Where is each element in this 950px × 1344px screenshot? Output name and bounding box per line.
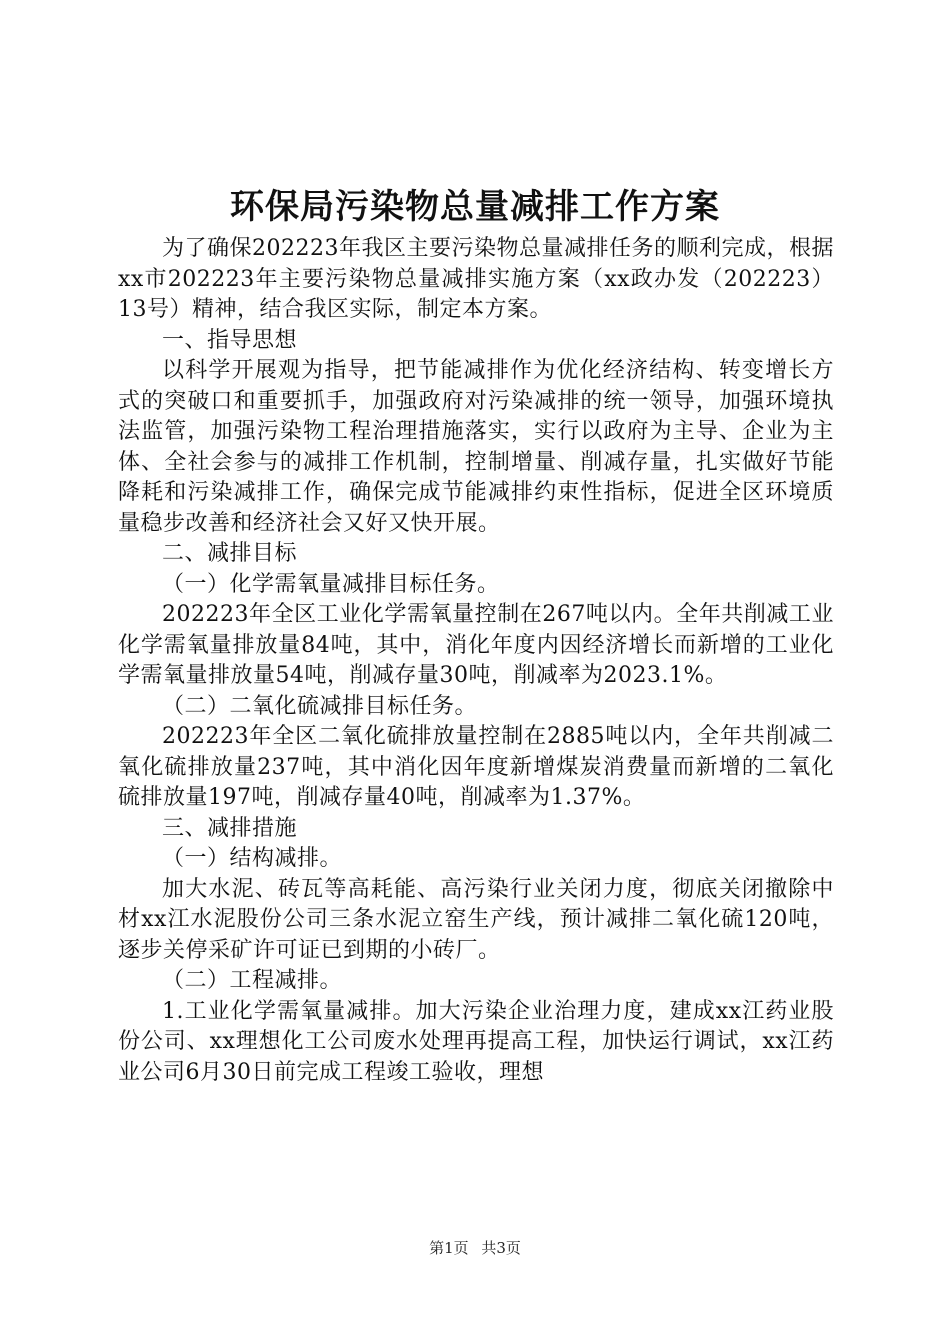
paragraph-engineering-reduction: 1.工业化学需氧量减排。加大污染企业治理力度，建成xx江药业股份公司、xx理想化工公司废水处理再提高工程，加快运行调试，xx江药业公司6月30日前完成工程竣工验收，理想 xyxy=(118,998,834,1085)
section-heading-reduction-targets: 二、减排目标 xyxy=(162,541,298,566)
section-heading-guiding-ideology: 一、指导思想 xyxy=(162,327,298,353)
subsection-heading-so2-target: （二）二氧化硫减排目标任务。 xyxy=(162,693,478,719)
document-body xyxy=(118,234,834,1088)
subsection-heading-engineering-reduction: （二）工程减排。 xyxy=(162,968,343,993)
paragraph-intro: 为了确保202223年我区主要污染物总量减排任务的顺利完成，根据xx市202223年主要污染物总量减排实施方案（xx政办发（202223）13号）精神，结合我区实际，制定本方案。 xyxy=(118,236,834,322)
paragraph-cod-target: 202223年全区工业化学需氧量控制在267吨以内。全年共削减工业化学需氧量排放量84吨，其中，消化年度内因经济增长而新增的工业化学需氧量排放量54吨，削减存量30吨，削减率为2023.1%。 xyxy=(118,602,834,688)
paragraph-structural-reduction: 加大水泥、砖瓦等高耗能、高污染行业关闭力度，彻底关闭撤除中材xx江水泥股份公司三条水泥立窑生产线，预计减排二氧化硫120吨，逐步关停采矿许可证已到期的小砖厂。 xyxy=(118,876,834,963)
subsection-heading-structural-reduction: （一）结构减排。 xyxy=(162,846,343,871)
paragraph-guiding-ideology: 以科学开展观为指导，把节能减排作为优化经济结构、转变增长方式的突破口和重要抓手，加强政府对污染减排的统一领导，加强环境执法监管，加强污染物工程治理措施落实，实行以政府为主导、企业为主体、全社会参与的减排工作机制，控制增量、削减存量，扎实做好节能降耗和污染减排工作，确保完成节能减排约束性指标，促进全区环境质量稳步改善和经济社会又好又快开展。 xyxy=(118,358,834,536)
page-footer xyxy=(0,1238,950,1258)
document-title: 环保局污染物总量减排工作方案 xyxy=(230,187,720,227)
page-number: 第1页 xyxy=(429,1239,469,1257)
section-heading-reduction-measures: 三、减排措施 xyxy=(162,815,298,841)
subsection-heading-cod-target: （一）化学需氧量减排目标任务。 xyxy=(162,571,500,597)
page-total: 共3页 xyxy=(481,1239,521,1257)
paragraph-so2-target: 202223年全区二氧化硫排放量控制在2885吨以内，全年共削减二氧化硫排放量237吨，其中消化因年度新增煤炭消费量而新增的二氧化硫排放量197吨，削减存量40吨，削减率为1.37%。 xyxy=(118,724,834,810)
